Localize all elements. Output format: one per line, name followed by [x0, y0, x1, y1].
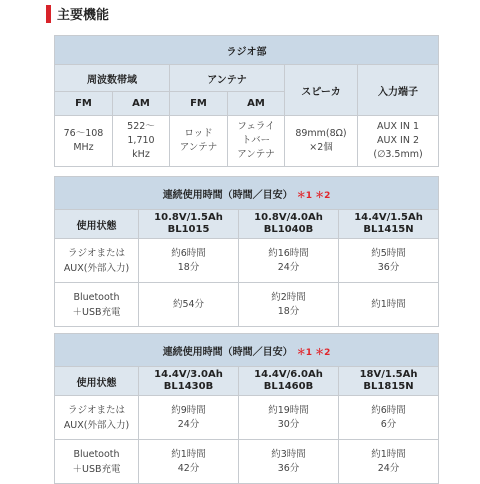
freq-band-header: 周波数帯域: [55, 65, 170, 92]
runtime-cell: [139, 440, 239, 484]
cell-text: BL1015: [167, 224, 210, 235]
cell-text: BL1815N: [363, 381, 414, 392]
table-row: [55, 283, 439, 327]
radio-section-header: ラジオ部: [55, 36, 439, 65]
runtime-title: 連続使用時間（時間／目安） ＊1 ＊2: [55, 177, 439, 210]
radio-spec-table: [54, 35, 439, 167]
cell-text: BL1415N: [363, 224, 414, 235]
runtime-table-1: [54, 176, 439, 327]
cell-text: 30分: [277, 418, 300, 430]
cell-text: Bluetooth: [73, 448, 120, 460]
am-range-cell: 522～ 1,710 kHz: [113, 116, 170, 167]
battery-header: [139, 367, 239, 396]
table-row: [55, 440, 439, 484]
cell-text: 約1時間: [371, 298, 406, 310]
cell-text: 42分: [177, 462, 200, 474]
cell-text: 約16時間: [268, 247, 309, 259]
antenna-fm-header: FM: [170, 92, 228, 116]
cell-text: 14.4V/6.0Ah: [254, 369, 323, 380]
antenna-am-header: AM: [228, 92, 285, 116]
input-cell: AUX IN 1 AUX IN 2 (∅3.5mm): [358, 116, 439, 167]
fm-range-cell: 76～108 MHz: [55, 116, 113, 167]
cell-text: ＋USB充電: [72, 306, 121, 318]
runtime-cell: [239, 239, 339, 283]
runtime-title: 連続使用時間（時間／目安） ＊1 ＊2: [55, 334, 439, 367]
cell-text: 14.4V/1.5Ah: [354, 212, 423, 223]
runtime-cell: [339, 396, 439, 440]
section-heading: [46, 4, 109, 23]
cell-text: ラジオまたは: [67, 247, 125, 259]
footnote-mark: ＊1 ＊2: [296, 347, 331, 358]
cell-text: 18分: [177, 261, 200, 273]
battery-header: [139, 210, 239, 239]
heading-accent-bar: [46, 5, 51, 23]
state-header: 使用状態: [55, 210, 139, 239]
cell-text: 24分: [377, 462, 400, 474]
cell-text: AUX(外部入力): [63, 262, 130, 274]
runtime-cell: [339, 440, 439, 484]
heading-text: 主要機能: [57, 8, 110, 23]
cell-text: 6分: [380, 418, 397, 430]
cell-text: BL1040B: [263, 224, 314, 235]
cell-text: 36分: [377, 261, 400, 273]
runtime-cell: [139, 283, 239, 327]
cell-text: 約19時間: [268, 404, 309, 416]
cell-text: 36分: [277, 462, 300, 474]
footnote-mark: ＊1 ＊2: [296, 190, 331, 201]
cell-text: 10.8V/1.5Ah: [154, 212, 223, 223]
battery-header: [339, 210, 439, 239]
am-antenna-cell: フェライ トバー アンテナ: [228, 116, 285, 167]
cell-text: 18分: [277, 305, 300, 317]
row-label: [55, 283, 139, 327]
cell-text: Bluetooth: [73, 291, 120, 303]
fm-antenna-cell: ロッド アンテナ: [170, 116, 228, 167]
runtime-cell: [239, 440, 339, 484]
runtime-cell: [139, 396, 239, 440]
runtime-table-2: [54, 333, 439, 484]
runtime-cell: [239, 283, 339, 327]
antenna-header: アンテナ: [170, 65, 285, 92]
battery-header: [239, 210, 339, 239]
cell-text: 約9時間: [171, 404, 206, 416]
speaker-header: スピーカ: [285, 65, 358, 116]
cell-text: BL1430B: [163, 381, 214, 392]
cell-text: 約5時間: [371, 247, 406, 259]
table-row: [55, 239, 439, 283]
row-label: [55, 396, 139, 440]
row-label: [55, 440, 139, 484]
cell-text: 約1時間: [171, 448, 206, 460]
state-header: 使用状態: [55, 367, 139, 396]
cell-text: 約2時間: [271, 291, 306, 303]
runtime-cell: [339, 283, 439, 327]
row-label: [55, 239, 139, 283]
cell-text: 約1時間: [371, 448, 406, 460]
cell-text: 24分: [277, 261, 300, 273]
cell-text: 約54分: [172, 298, 205, 310]
freq-fm-header: FM: [55, 92, 113, 116]
table-row: [55, 396, 439, 440]
cell-text: 24分: [177, 418, 200, 430]
battery-header: [339, 367, 439, 396]
runtime-cell: [139, 239, 239, 283]
cell-text: 10.8V/4.0Ah: [254, 212, 323, 223]
speaker-cell: 89mm(8Ω) ×2個: [285, 116, 358, 167]
cell-text: 約6時間: [371, 404, 406, 416]
cell-text: AUX(外部入力): [63, 419, 130, 431]
cell-text: 18V/1.5Ah: [359, 369, 418, 380]
freq-am-header: AM: [113, 92, 170, 116]
cell-text: ラジオまたは: [67, 404, 125, 416]
cell-text: 約3時間: [271, 448, 306, 460]
cell-text: 約6時間: [171, 247, 206, 259]
cell-text: BL1460B: [263, 381, 314, 392]
runtime-cell: [239, 396, 339, 440]
runtime-cell: [339, 239, 439, 283]
battery-header: [239, 367, 339, 396]
input-header: 入力端子: [358, 65, 439, 116]
cell-text: ＋USB充電: [72, 463, 121, 475]
cell-text: 14.4V/3.0Ah: [154, 369, 223, 380]
